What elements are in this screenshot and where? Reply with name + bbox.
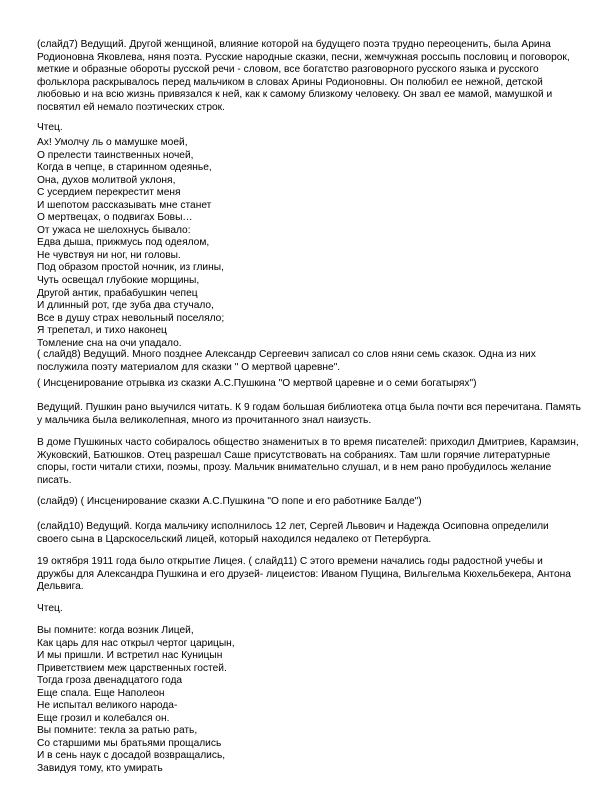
text-line: Дельвига.	[37, 581, 84, 593]
paragraph-lyceum-opening	[37, 556, 582, 594]
poem-line: Томление сна на очи упадало.	[37, 337, 182, 349]
text-line: послужила поэту материалом для сказки " О мертвой царевне".	[37, 361, 341, 373]
poem-line: О прелести таинственных ночей,	[37, 149, 194, 161]
poem-line: Чуть освещал глубокие морщины,	[37, 275, 200, 287]
poem-line: Приветствием меж царственных гостей.	[37, 662, 227, 674]
text-line: 19 октября 1911 года было открытие Лицея. ( слайд11) С этого времени начались годы радостной учебы и	[37, 556, 543, 567]
poem-line: Не чувствуя ни ног, ни головы.	[37, 249, 181, 261]
poem-line: Тогда гроза двенадцатого года	[37, 675, 183, 687]
paragraph-lyceum	[37, 521, 582, 546]
poem-mamushka	[37, 137, 582, 350]
poem-line: Под образом простой ночник, из глины,	[37, 262, 224, 274]
poem-line: Едва дыша, прижмусь под одеялом,	[37, 237, 210, 249]
poem-line: Еще грозил и колебался он.	[37, 712, 170, 724]
text-line: своего сына в Царскосельский лицей, который находился недалеко от Петербурга.	[37, 533, 432, 545]
paragraph-nanny-intro	[37, 39, 582, 115]
text-line: ( слайд8) Ведущий. Много позднее Александр Сергеевич записал со слов няни семь сказок. Одна из них	[37, 349, 536, 360]
text-line: (слайд10) Ведущий. Когда мальчику исполнилось 12 лет, Сергей Львович и Надежда Осиповна определили	[37, 521, 549, 532]
text-line: посвятил ей немало поэтических строк.	[37, 101, 225, 113]
text-line: В доме Пушкиных часто собиралось общество знаменитых в то время писателей: приходил Дмитриев, Карамзин,	[37, 437, 579, 448]
poem-line: И шепотом рассказывать мне станет	[37, 199, 212, 211]
poem-line: Ах! Умолчу ль о мамушке моей,	[37, 137, 188, 148]
poem-line: Я трепетал, и тихо наконец	[37, 325, 167, 337]
paragraph-staging-balda: (слайд9) ( Инсценирование сказки А.С.Пушкина "О попе и его работнике Балде")	[37, 496, 422, 507]
paragraph-reading	[37, 402, 582, 427]
text-line: меткие и образные обороты русской речи - словом, все богатство разговорного русского языка и русского	[37, 64, 539, 76]
poem-line: С усердием перекрестит меня	[37, 187, 181, 199]
poem-line: Другой антик, прабабушкин чепец	[37, 287, 198, 299]
text-line: Жуковский, Батюшков. Отец разрешал Саше присутствовать на собраниях. Там шли горячие литературные	[37, 449, 551, 461]
paragraph-writers-society	[37, 437, 582, 487]
text-line: дружбы для Александра Пушкина и его друзей- лицеистов: Иваном Пущина, Вильгельма Кюхельбекера, Антона	[37, 568, 571, 580]
text-line: Родионовна Яковлева, няня поэта. Русские народные сказки, песни, жемчужная россыпь пословиц и поговорок,	[37, 51, 570, 63]
poem-line: И мы пришли. И встретил нас Куницын	[37, 650, 223, 662]
text-line: (слайд7) Ведущий. Другой женщиной, влияние которой на будущего поэта трудно переоценить, была Арина	[37, 39, 551, 50]
text-line: писать.	[37, 474, 72, 486]
poem-line: Как царь для нас открыл чертог царицын,	[37, 637, 235, 649]
paragraph-slide8	[37, 349, 582, 374]
poem-line: И в сень наук с досадой возвращались,	[37, 750, 226, 762]
text-line: фольклора раскрывалось перед мальчиком в словах Арины Родионовны. Он полюбил ее нежной, детской	[37, 76, 543, 88]
poem-line: Еще спала. Еще Наполеон	[37, 687, 165, 699]
poem-line: Она, духов молитвой уклоня,	[37, 174, 176, 186]
text-line: споры, гости читали стихи, поэмы, прозу. Мальчик внимательно слушал, и в нем рано пробудилось желание	[37, 462, 552, 474]
poem-line: Когда в чепце, в старинном одеянье,	[37, 162, 212, 174]
text-line: Ведущий. Пушкин рано выучился читать. К 9 годам большая библиотека отца была почти вся перечитана. Память	[37, 402, 581, 413]
poem-line: Со старшими мы братьями прощались	[37, 737, 222, 749]
poem-line: Вы помните: когда возник Лицей,	[37, 625, 194, 636]
poem-lyceum	[37, 625, 582, 776]
poem-line: Завидуя тому, кто умирать	[37, 763, 163, 775]
reader-label: Чтец.	[37, 122, 63, 133]
poem-line: Вы помните: текла за ратью рать,	[37, 725, 198, 737]
reader-label: Чтец.	[37, 603, 63, 614]
text-line: у мальчика была великолепная, много из прочитанного знал наизусть.	[37, 414, 372, 426]
poem-line: От ужаса не шелохнусь бывало:	[37, 224, 191, 236]
poem-line: И длинный рот, где зуба два стучало,	[37, 300, 214, 312]
poem-line: О мертвецах, о подвигах Бовы…	[37, 212, 193, 224]
poem-line: Все в душу страх невольный поселяло;	[37, 312, 225, 324]
poem-line: Не испытал великого народа-	[37, 700, 178, 712]
paragraph-staging-dead-princess: ( Инсценирование отрывка из сказки А.С.Пушкина "О мертвой царевне и о семи богатырях")	[37, 378, 477, 389]
text-line: любовью и на всю жизнь привязался к ней, как к самому близкому человеку. Он звал ее мамой, мамушкой и	[37, 89, 553, 101]
